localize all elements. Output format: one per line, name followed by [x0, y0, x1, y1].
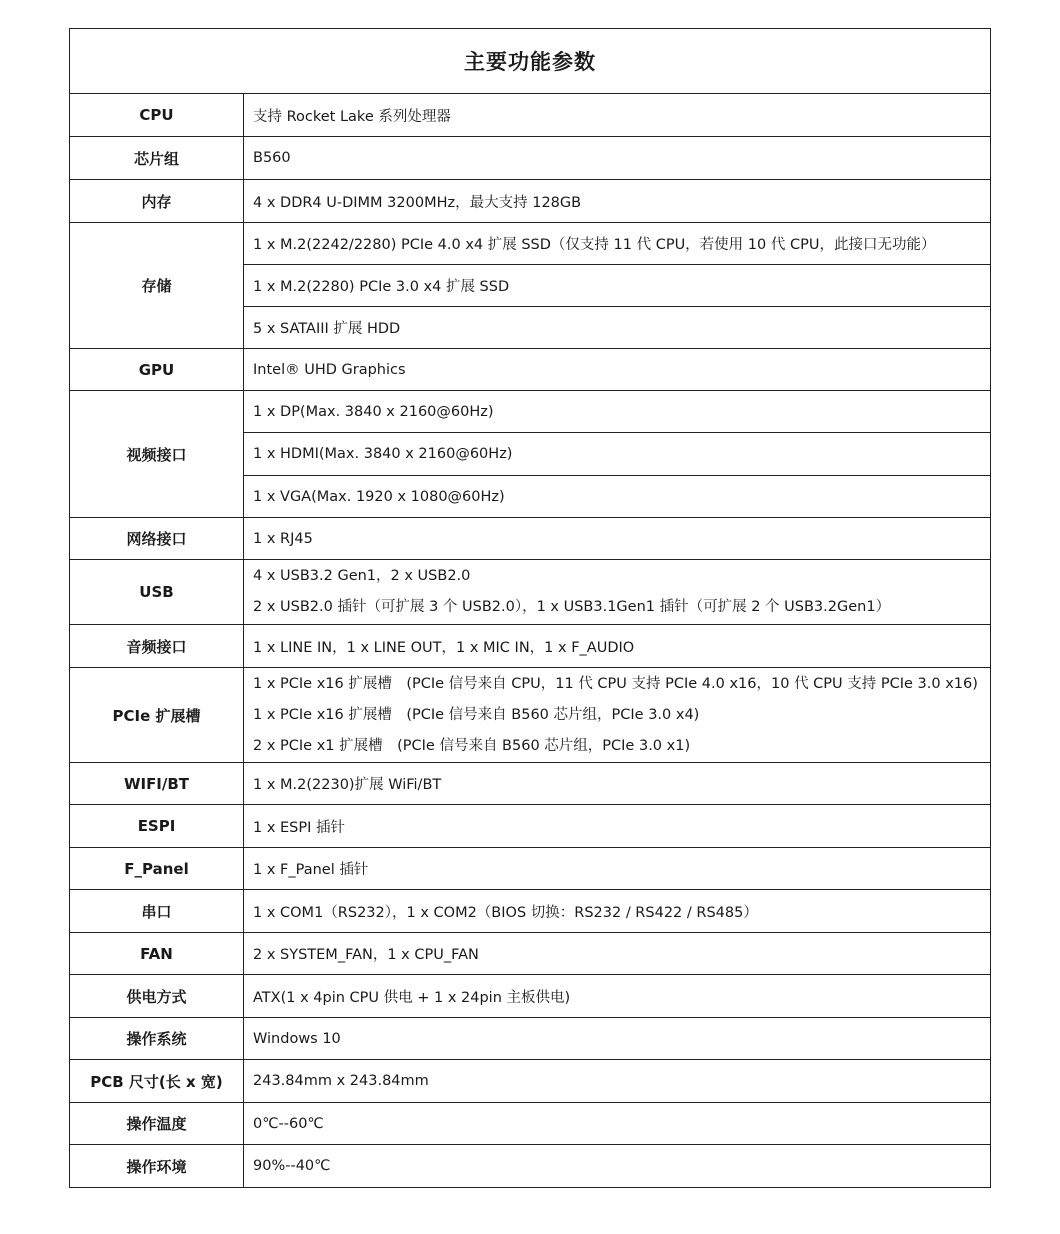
table-row: [70, 975, 991, 1018]
row-value: 2 x SYSTEM_FAN，1 x CPU_FAN: [244, 933, 991, 975]
value-line: 2 x PCIe x1 扩展槽 (PCIe 信号来自 B560 芯片组，PCIe 3.0 x1): [253, 737, 691, 754]
spec-table: [69, 28, 991, 1188]
row-value: 1 x M.2(2230)扩展 WiFi/BT: [244, 763, 991, 805]
row-value: 1 x ESPI 插针: [244, 805, 991, 848]
row-value: 1 x COM1（RS232），1 x COM2（BIOS 切换：RS232 / RS422 / RS485）: [244, 890, 991, 933]
row-value: 0℃--60℃: [244, 1103, 991, 1145]
row-label: 内存: [70, 180, 244, 223]
row-value: 90%--40℃: [244, 1145, 991, 1188]
table-row: [70, 890, 991, 933]
table-row: [70, 668, 991, 763]
row-value: B560: [244, 137, 991, 180]
row-label: 操作系统: [70, 1018, 244, 1060]
row-value: ATX(1 x 4pin CPU 供电 + 1 x 24pin 主板供电): [244, 975, 991, 1018]
row-label: GPU: [70, 349, 244, 391]
value-line: 4 x USB3.2 Gen1，2 x USB2.0: [253, 568, 471, 584]
row-label: 网络接口: [70, 518, 244, 560]
row-label: 音频接口: [70, 625, 244, 668]
row-value: 1 x M.2(2280) PCIe 3.0 x4 扩展 SSD: [244, 265, 991, 307]
table-title: 主要功能参数: [70, 29, 991, 94]
row-label: 操作环境: [70, 1145, 244, 1188]
row-value: 5 x SATAIII 扩展 HDD: [244, 307, 991, 349]
table-row: [70, 1060, 991, 1103]
row-value: Windows 10: [244, 1018, 991, 1060]
table-row: [70, 848, 991, 890]
table-row: [70, 763, 991, 805]
row-label: CPU: [70, 94, 244, 137]
row-label: 芯片组: [70, 137, 244, 180]
value-line: 1 x PCIe x16 扩展槽 (PCIe 信号来自 CPU，11 代 CPU 支持 PCIe 4.0 x16，10 代 CPU 支持 PCIe 3.0 x16): [253, 675, 978, 692]
table-row: [70, 137, 991, 180]
table-row: [70, 349, 991, 391]
row-value: 支持 Rocket Lake 系列处理器: [244, 94, 991, 137]
row-label: 供电方式: [70, 975, 244, 1018]
row-value: 1 x VGA(Max. 1920 x 1080@60Hz): [244, 476, 991, 518]
value-line: 2 x USB2.0 插针（可扩展 3 个 USB2.0），1 x USB3.1Gen1 插针（可扩展 2 个 USB3.2Gen1）: [253, 599, 891, 615]
table-row: [70, 391, 991, 433]
row-value: 243.84mm x 243.84mm: [244, 1060, 991, 1103]
row-value: [244, 560, 991, 625]
table-row: [70, 94, 991, 137]
row-value: Intel® UHD Graphics: [244, 349, 991, 391]
row-value: [244, 668, 991, 763]
row-value: 1 x LINE IN，1 x LINE OUT，1 x MIC IN，1 x F_AUDIO: [244, 625, 991, 668]
table-row: [70, 518, 991, 560]
row-label: 操作温度: [70, 1103, 244, 1145]
row-label: WIFI/BT: [70, 763, 244, 805]
row-value: 4 x DDR4 U-DIMM 3200MHz，最大支持 128GB: [244, 180, 991, 223]
table-row: [70, 560, 991, 625]
table-row: [70, 1103, 991, 1145]
row-value: 1 x F_Panel 插针: [244, 848, 991, 890]
row-label: FAN: [70, 933, 244, 975]
table-row: [70, 223, 991, 265]
row-value: 1 x M.2(2242/2280) PCIe 4.0 x4 扩展 SSD（仅支持 11 代 CPU，若使用 10 代 CPU，此接口无功能）: [244, 223, 991, 265]
row-value: 1 x RJ45: [244, 518, 991, 560]
row-label: 串口: [70, 890, 244, 933]
table-row: [70, 933, 991, 975]
table-row: [70, 1145, 991, 1188]
row-label: ESPI: [70, 805, 244, 848]
value-line: 1 x PCIe x16 扩展槽 (PCIe 信号来自 B560 芯片组，PCIe 3.0 x4): [253, 706, 700, 723]
row-value: 1 x HDMI(Max. 3840 x 2160@60Hz): [244, 433, 991, 476]
row-label: USB: [70, 560, 244, 625]
table-row: [70, 805, 991, 848]
row-label: PCIe 扩展槽: [70, 668, 244, 763]
row-label: F_Panel: [70, 848, 244, 890]
table-row: [70, 1018, 991, 1060]
row-label: PCB 尺寸(长 x 宽): [70, 1060, 244, 1103]
table-row: [70, 625, 991, 668]
table-row: [70, 180, 991, 223]
row-value: 1 x DP(Max. 3840 x 2160@60Hz): [244, 391, 991, 433]
row-label: 存储: [70, 223, 244, 349]
row-label: 视频接口: [70, 391, 244, 518]
